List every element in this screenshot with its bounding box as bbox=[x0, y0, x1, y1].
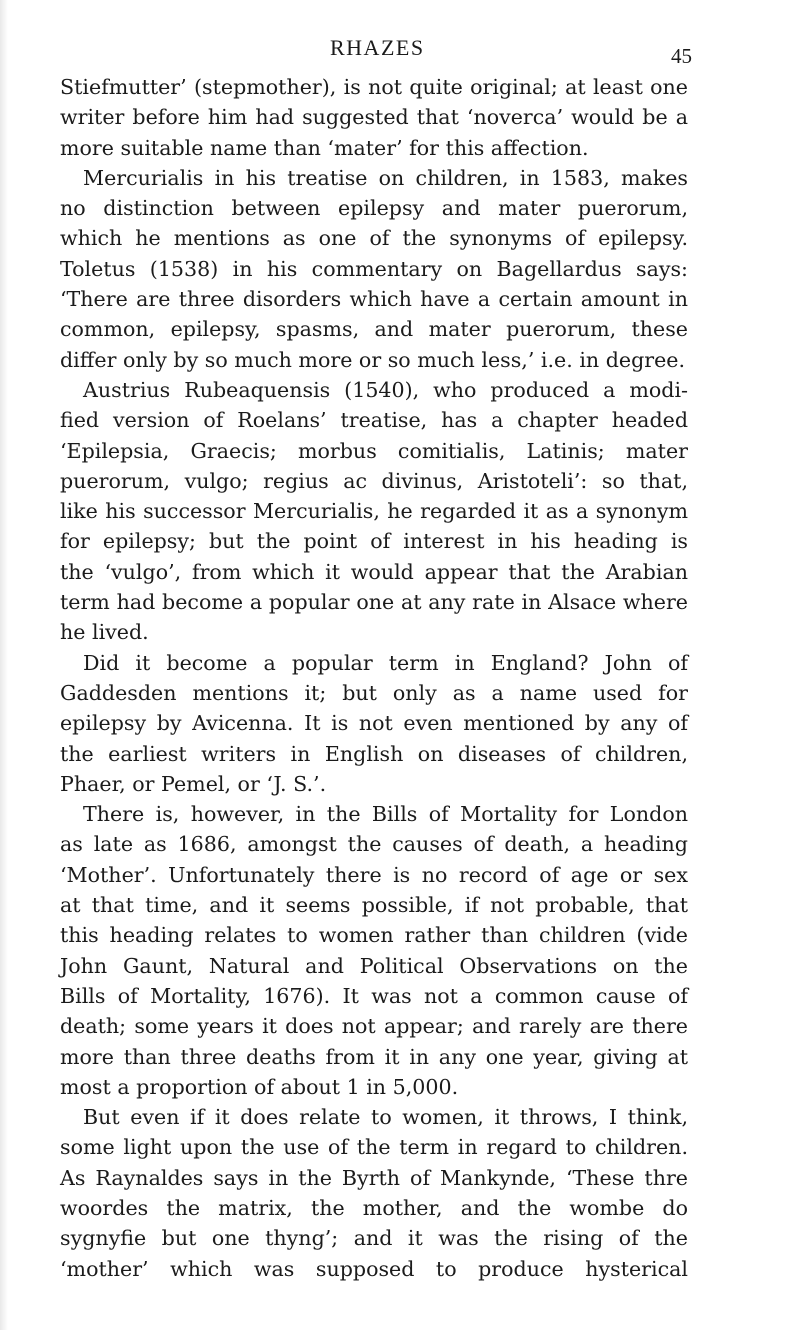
text-line: more than three deaths from it in any one year, giving at bbox=[60, 1044, 688, 1069]
text-line: the ‘vulgo’, from which it would appear that the Arabian bbox=[60, 559, 688, 584]
text-line: Did it become a popular term in England? John of bbox=[83, 650, 688, 675]
text-line: at that time, and it seems possible, if not probable, that bbox=[60, 893, 688, 918]
body-text bbox=[60, 72, 688, 1284]
text-line: fied version of Roelans’ treatise, has a chapter headed bbox=[60, 408, 688, 433]
text-line: some light upon the use of the term in regard to children. bbox=[60, 1135, 688, 1160]
text-line: as late as 1686, amongst the causes of death, a heading bbox=[60, 832, 688, 857]
text-line: writer before him had suggested that ‘noverca’ would be a bbox=[60, 105, 688, 130]
text-line: differ only by so much more or so much less,’ i.e. in degree. bbox=[60, 347, 686, 372]
text-line: term had become a popular one at any rate in Alsace where bbox=[60, 590, 688, 615]
text-line: Phaer, or Pemel, or ‘J. S.’. bbox=[60, 771, 327, 796]
text-line: Gaddesden mentions it; but only as a name used for bbox=[60, 680, 688, 705]
text-line: like his successor Mercurialis, he regarded it as a synonym bbox=[60, 499, 688, 524]
text-line: There is, however, in the Bills of Mortality for London bbox=[83, 802, 688, 827]
text-line: puerorum, vulgo; regius ac divinus, Aristoteli’: so that, bbox=[60, 468, 688, 493]
text-line: Austrius Rubeaquensis (1540), who produced a modi- bbox=[83, 377, 688, 402]
text-line: ‘Mother’. Unfortunately there is no record of age or sex bbox=[60, 862, 688, 887]
running-head bbox=[0, 34, 800, 68]
text-line: Bills of Mortality, 1676). It was not a common cause of bbox=[60, 983, 688, 1008]
text-line: But even if it does relate to women, it throws, I think, bbox=[83, 1105, 688, 1130]
text-line: this heading relates to women rather than children (vide bbox=[60, 923, 688, 948]
text-line: Stiefmutter’ (stepmother), is not quite original; at least one bbox=[60, 75, 688, 99]
text-line: death; some years it does not appear; and rarely are there bbox=[60, 1014, 688, 1039]
text-line: more suitable name than ‘mater’ for this affection. bbox=[60, 135, 589, 160]
text-line: ‘There are three disorders which have a certain amount in bbox=[60, 287, 688, 312]
text-line: John Gaunt, Natural and Political Observations on the bbox=[60, 953, 688, 978]
text-line: Toletus (1538) in his commentary on Bagellardus says: bbox=[60, 256, 688, 281]
text-line: ‘Epilepsia, Graecis; morbus comitialis, Latinis; mater bbox=[60, 438, 688, 463]
text-line: which he mentions as one of the synonyms of epilepsy. bbox=[60, 226, 688, 251]
text-line: ‘mother’ which was supposed to produce hysterical bbox=[60, 1256, 688, 1281]
text-line: woordes the matrix, the mother, and the wombe do bbox=[60, 1195, 688, 1220]
text-line: the earliest writers in English on diseases of children, bbox=[60, 741, 688, 766]
text-line: most a proportion of about 1 in 5,000. bbox=[60, 1074, 459, 1099]
text-line: As Raynaldes says in the Byrth of Mankynde, ‘These thre bbox=[60, 1165, 688, 1190]
text-line: Mercurialis in his treatise on children, in 1583, makes bbox=[83, 165, 688, 190]
page-gutter-shadow bbox=[0, 0, 8, 1330]
text-line: epilepsy by Avicenna. It is not even mentioned by any of bbox=[60, 711, 688, 736]
page-number: 45 bbox=[671, 44, 692, 68]
text-line: sygnyfie but one thyng’; and it was the rising of the bbox=[60, 1226, 688, 1251]
text-line: he lived. bbox=[60, 620, 149, 645]
running-head-title: RHAZES bbox=[330, 35, 425, 60]
text-line: common, epilepsy, spasms, and mater puerorum, these bbox=[60, 317, 688, 342]
text-line: no distinction between epilepsy and mater puerorum, bbox=[60, 196, 688, 221]
text-line: for epilepsy; but the point of interest in his heading is bbox=[60, 529, 688, 554]
